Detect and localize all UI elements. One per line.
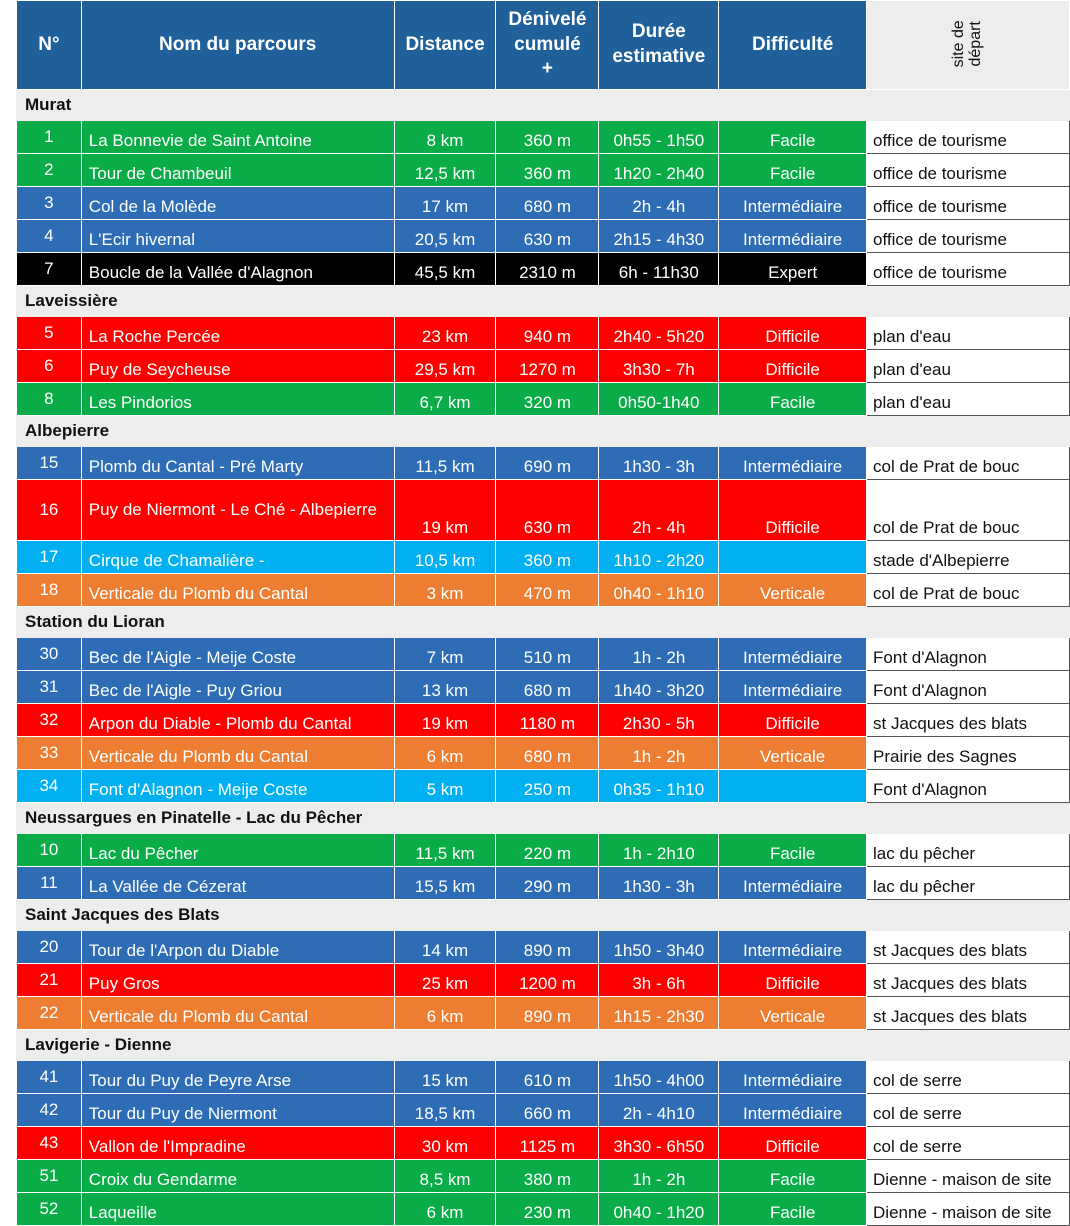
trail-number: 33 [17,737,82,770]
trail-duration: 0h40 - 1h10 [599,574,719,607]
trail-elevation: 940 m [496,317,599,350]
trail-duration: 1h10 - 2h20 [599,541,719,574]
section-title: Saint Jacques des Blats [17,900,867,931]
trail-elevation: 690 m [496,447,599,480]
trail-name: Tour de Chambeuil [81,154,394,187]
trail-start-site: plan d'eau [867,350,1070,383]
trail-name: La Roche Percée [81,317,394,350]
trail-difficulty [719,541,867,574]
section-row [17,416,1070,447]
trail-elevation: 890 m [496,997,599,1030]
trail-start-site: office de tourisme [867,220,1070,253]
trail-difficulty: Intermédiaire [719,867,867,900]
trail-start-site: plan d'eau [867,317,1070,350]
section-site-cell [867,90,1070,121]
col-header-duree [599,1,719,90]
table-row [17,154,1070,187]
denivele-line-1: Dénivelé [508,8,587,30]
trail-name: Bec de l'Aigle - Puy Griou [81,671,394,704]
trail-start-site: office de tourisme [867,121,1070,154]
trail-name: Boucle de la Vallée d'Alagnon [81,253,394,286]
trail-distance: 18,5 km [394,1094,496,1127]
trail-distance: 11,5 km [394,834,496,867]
trail-difficulty: Difficile [719,704,867,737]
trail-difficulty: Facile [719,383,867,416]
section-site-cell [867,1030,1070,1061]
trail-difficulty: Verticale [719,574,867,607]
trail-duration: 1h - 2h [599,737,719,770]
trail-duration: 6h - 11h30 [599,253,719,286]
table-row [17,317,1070,350]
trail-start-site: Prairie des Sagnes [867,737,1070,770]
trail-distance: 29,5 km [394,350,496,383]
trail-number: 18 [17,574,82,607]
trail-distance: 23 km [394,317,496,350]
trail-start-site: office de tourisme [867,187,1070,220]
trail-start-site: col de serre [867,1094,1070,1127]
trail-elevation: 1125 m [496,1127,599,1160]
trail-start-site: lac du pêcher [867,834,1070,867]
table-row [17,671,1070,704]
trail-number: 5 [17,317,82,350]
trail-difficulty: Facile [719,154,867,187]
denivele-line-3: + [541,58,553,80]
trail-difficulty: Expert [719,253,867,286]
trail-difficulty: Intermédiaire [719,187,867,220]
trail-difficulty: Intermédiaire [719,220,867,253]
trail-elevation: 360 m [496,154,599,187]
trail-difficulty: Intermédiaire [719,931,867,964]
trail-duration: 0h35 - 1h10 [599,770,719,803]
section-row [17,1030,1070,1061]
trail-duration: 2h40 - 5h20 [599,317,719,350]
trail-elevation: 680 m [496,671,599,704]
trail-distance: 6,7 km [394,383,496,416]
trail-duration: 1h40 - 3h20 [599,671,719,704]
trail-number: 7 [17,253,82,286]
trail-difficulty: Facile [719,1193,867,1226]
trail-elevation: 630 m [496,480,599,541]
trail-duration: 0h55 - 1h50 [599,121,719,154]
trail-start-site: Dienne - maison de site [867,1193,1070,1226]
trail-start-site: st Jacques des blats [867,931,1070,964]
trail-distance: 12,5 km [394,154,496,187]
trail-distance: 8 km [394,121,496,154]
trail-elevation: 380 m [496,1160,599,1193]
trail-duration: 2h15 - 4h30 [599,220,719,253]
trail-distance: 3 km [394,574,496,607]
trail-duration: 0h50-1h40 [599,383,719,416]
table-row [17,834,1070,867]
trail-distance: 15,5 km [394,867,496,900]
trail-start-site: office de tourisme [867,154,1070,187]
trail-elevation: 1270 m [496,350,599,383]
trails-table [16,0,1070,1226]
table-row [17,383,1070,416]
trail-duration: 2h - 4h [599,187,719,220]
table-row [17,253,1070,286]
table-row [17,964,1070,997]
trail-distance: 19 km [394,480,496,541]
trail-name: Verticale du Plomb du Cantal [81,997,394,1030]
trail-difficulty: Verticale [719,997,867,1030]
section-site-cell [867,607,1070,638]
table-row [17,574,1070,607]
table-row [17,997,1070,1030]
trail-duration: 1h30 - 3h [599,447,719,480]
table-body [17,90,1070,1226]
table-row [17,737,1070,770]
trail-number: 2 [17,154,82,187]
trail-name: Cirque de Chamalière - [81,541,394,574]
trail-name: Col de la Molède [81,187,394,220]
trail-number: 11 [17,867,82,900]
trail-start-site: Dienne - maison de site [867,1160,1070,1193]
trail-number: 30 [17,638,82,671]
trail-difficulty: Intermédiaire [719,638,867,671]
trail-number: 41 [17,1061,82,1094]
trail-number: 21 [17,964,82,997]
section-title: Laveissière [17,286,867,317]
trail-name: Puy de Niermont - Le Ché - Albepierre [81,480,394,541]
section-title: Albepierre [17,416,867,447]
trail-distance: 6 km [394,997,496,1030]
trail-duration: 1h20 - 2h40 [599,154,719,187]
trail-elevation: 1200 m [496,964,599,997]
trail-name: Font d'Alagnon - Meije Coste [81,770,394,803]
trail-number: 43 [17,1127,82,1160]
header-row [17,1,1070,90]
trail-difficulty: Intermédiaire [719,447,867,480]
table-row [17,447,1070,480]
trail-start-site: stade d'Albepierre [867,541,1070,574]
trail-name: Puy de Seycheuse [81,350,394,383]
trail-number: 34 [17,770,82,803]
site-header-rotated [951,20,985,67]
trail-elevation: 630 m [496,220,599,253]
trail-name: Laqueille [81,1193,394,1226]
section-title: Neussargues en Pinatelle - Lac du Pêcher [17,803,867,834]
table-row [17,638,1070,671]
trail-name: La Bonnevie de Saint Antoine [81,121,394,154]
trail-elevation: 230 m [496,1193,599,1226]
section-row [17,900,1070,931]
site-line-2: départ [967,21,985,67]
section-title: Lavigerie - Dienne [17,1030,867,1061]
trail-number: 6 [17,350,82,383]
table-row [17,1193,1070,1226]
trail-start-site: col de serre [867,1127,1070,1160]
trail-name: Tour du Puy de Niermont [81,1094,394,1127]
trail-distance: 8,5 km [394,1160,496,1193]
trail-number: 17 [17,541,82,574]
trail-elevation: 1180 m [496,704,599,737]
trail-number: 31 [17,671,82,704]
trail-start-site: col de Prat de bouc [867,574,1070,607]
trail-start-site: st Jacques des blats [867,704,1070,737]
trail-start-site: col de Prat de bouc [867,447,1070,480]
trail-difficulty: Facile [719,121,867,154]
section-row [17,90,1070,121]
trail-start-site: col de serre [867,1061,1070,1094]
trail-distance: 10,5 km [394,541,496,574]
section-row [17,607,1070,638]
trail-distance: 6 km [394,1193,496,1226]
table-row [17,1094,1070,1127]
trail-duration: 3h30 - 7h [599,350,719,383]
trail-start-site: plan d'eau [867,383,1070,416]
col-header-site [867,1,1070,90]
trail-distance: 13 km [394,671,496,704]
trail-distance: 6 km [394,737,496,770]
trail-start-site: Font d'Alagnon [867,671,1070,704]
trail-name: Bec de l'Aigle - Meije Coste [81,638,394,671]
trail-name: Vallon de l'Impradine [81,1127,394,1160]
trail-number: 10 [17,834,82,867]
duree-line-2: estimative [612,46,706,67]
trail-difficulty [719,770,867,803]
col-header-difficulte: Difficulté [719,1,867,90]
trail-distance: 17 km [394,187,496,220]
trail-number: 32 [17,704,82,737]
trail-duration: 2h30 - 5h [599,704,719,737]
trail-start-site: st Jacques des blats [867,964,1070,997]
trail-duration: 1h30 - 3h [599,867,719,900]
table-row [17,220,1070,253]
trail-distance: 30 km [394,1127,496,1160]
trail-duration: 1h50 - 3h40 [599,931,719,964]
table-row [17,187,1070,220]
trail-difficulty: Difficile [719,1127,867,1160]
site-line-1: site de [950,20,968,68]
trail-duration: 1h - 2h [599,1160,719,1193]
table-row [17,1061,1070,1094]
section-site-cell [867,803,1070,834]
trail-number: 42 [17,1094,82,1127]
section-site-cell [867,416,1070,447]
trail-difficulty: Difficile [719,350,867,383]
section-title: Station du Lioran [17,607,867,638]
duree-line-1: Durée [631,21,686,43]
col-header-num: N° [17,1,82,90]
trail-difficulty: Intermédiaire [719,1061,867,1094]
trail-difficulty: Facile [719,834,867,867]
section-site-cell [867,286,1070,317]
trail-start-site: col de Prat de bouc [867,480,1070,541]
trail-name: La Vallée de Cézerat [81,867,394,900]
table-row [17,350,1070,383]
trail-elevation: 320 m [496,383,599,416]
trail-number: 8 [17,383,82,416]
trail-distance: 5 km [394,770,496,803]
trail-distance: 25 km [394,964,496,997]
section-row [17,803,1070,834]
trail-name: Lac du Pêcher [81,834,394,867]
trail-name: Croix du Gendarme [81,1160,394,1193]
trail-distance: 19 km [394,704,496,737]
trail-elevation: 610 m [496,1061,599,1094]
trail-distance: 15 km [394,1061,496,1094]
trail-number: 1 [17,121,82,154]
trail-difficulty: Difficile [719,317,867,350]
section-site-cell [867,900,1070,931]
col-header-denivele [496,1,599,90]
trail-number: 22 [17,997,82,1030]
trail-duration: 1h - 2h [599,638,719,671]
trail-elevation: 250 m [496,770,599,803]
trail-start-site: Font d'Alagnon [867,770,1070,803]
trail-number: 15 [17,447,82,480]
trail-difficulty: Intermédiaire [719,671,867,704]
trail-start-site: Font d'Alagnon [867,638,1070,671]
trail-duration: 1h15 - 2h30 [599,997,719,1030]
trail-duration: 0h40 - 1h20 [599,1193,719,1226]
table-row [17,1160,1070,1193]
trail-elevation: 890 m [496,931,599,964]
trail-distance: 20,5 km [394,220,496,253]
trail-name: Les Pindorios [81,383,394,416]
trail-elevation: 290 m [496,867,599,900]
trail-name: Puy Gros [81,964,394,997]
trail-number: 20 [17,931,82,964]
denivele-line-2: cumulé [514,33,581,55]
trail-duration: 3h30 - 6h50 [599,1127,719,1160]
col-header-name: Nom du parcours [81,1,394,90]
table-row [17,867,1070,900]
trail-name: Tour du Puy de Peyre Arse [81,1061,394,1094]
table-row [17,480,1070,541]
trail-start-site: st Jacques des blats [867,997,1070,1030]
trail-duration: 3h - 6h [599,964,719,997]
table-row [17,1127,1070,1160]
trail-number: 4 [17,220,82,253]
trail-distance: 14 km [394,931,496,964]
trail-distance: 11,5 km [394,447,496,480]
trail-name: Plomb du Cantal - Pré Marty [81,447,394,480]
trail-elevation: 660 m [496,1094,599,1127]
trail-difficulty: Difficile [719,480,867,541]
trail-elevation: 470 m [496,574,599,607]
trail-number: 51 [17,1160,82,1193]
trail-name: Arpon du Diable - Plomb du Cantal [81,704,394,737]
table-row [17,704,1070,737]
section-row [17,286,1070,317]
trail-number: 16 [17,480,82,541]
trail-duration: 2h - 4h [599,480,719,541]
trail-distance: 45,5 km [394,253,496,286]
col-header-distance: Distance [394,1,496,90]
trail-difficulty: Facile [719,1160,867,1193]
trail-difficulty: Difficile [719,964,867,997]
table-row [17,770,1070,803]
trail-elevation: 360 m [496,121,599,154]
trail-elevation: 220 m [496,834,599,867]
trail-name: Tour de l'Arpon du Diable [81,931,394,964]
trail-name: Verticale du Plomb du Cantal [81,737,394,770]
trail-elevation: 680 m [496,187,599,220]
table-row [17,931,1070,964]
trail-distance: 7 km [394,638,496,671]
trail-number: 3 [17,187,82,220]
table-row [17,121,1070,154]
trail-duration: 1h - 2h10 [599,834,719,867]
trail-start-site: lac du pêcher [867,867,1070,900]
section-title: Murat [17,90,867,121]
trail-difficulty: Intermédiaire [719,1094,867,1127]
trail-number: 52 [17,1193,82,1226]
trail-elevation: 2310 m [496,253,599,286]
table-row [17,541,1070,574]
trail-difficulty: Verticale [719,737,867,770]
trail-elevation: 360 m [496,541,599,574]
trail-elevation: 510 m [496,638,599,671]
trail-name: L'Ecir hivernal [81,220,394,253]
trail-elevation: 680 m [496,737,599,770]
trail-name: Verticale du Plomb du Cantal [81,574,394,607]
trail-start-site: office de tourisme [867,253,1070,286]
trail-duration: 1h50 - 4h00 [599,1061,719,1094]
trail-duration: 2h - 4h10 [599,1094,719,1127]
